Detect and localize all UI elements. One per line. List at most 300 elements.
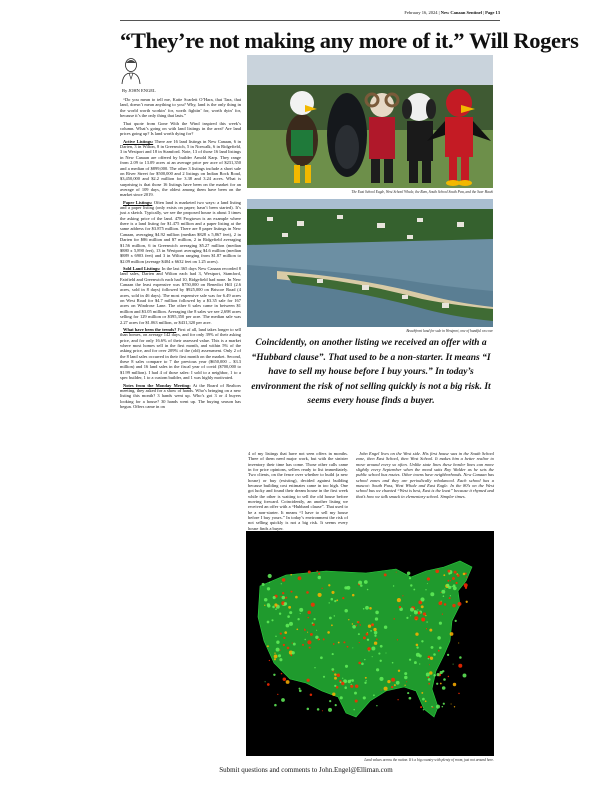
mascots-illustration xyxy=(247,55,493,188)
heat-dot xyxy=(397,639,398,640)
map-caption: Land values across the nation. It’s a big country with plenty of room, just not around here. xyxy=(364,758,494,762)
heat-dot xyxy=(306,679,309,682)
heat-dot xyxy=(282,596,285,599)
heat-dot xyxy=(428,658,430,660)
heat-dot xyxy=(376,705,377,706)
heat-dot xyxy=(394,684,396,686)
heat-dot xyxy=(446,584,449,587)
heat-dot xyxy=(384,573,387,576)
heat-dot xyxy=(464,583,468,587)
heat-dot xyxy=(425,700,427,702)
heat-dot xyxy=(404,685,405,686)
heat-dot xyxy=(323,676,325,678)
heat-dot xyxy=(453,683,456,686)
heat-dot xyxy=(402,595,403,596)
heat-dot xyxy=(410,615,411,616)
heat-dot xyxy=(458,664,462,668)
heat-dot xyxy=(278,654,281,657)
heat-dot xyxy=(313,618,315,620)
quote-paragraph: That quote from Gone With the Wind inspired this week’s column. What’s going on with land listings in the area? Are land prices going up? Is land worth dying for? xyxy=(120,120,241,137)
heat-dot xyxy=(443,703,445,705)
heat-dot xyxy=(426,673,430,677)
heat-dot xyxy=(439,646,442,649)
heat-dot xyxy=(375,617,378,620)
heat-dot xyxy=(352,623,353,624)
heat-dot xyxy=(416,646,418,648)
heat-dot xyxy=(277,694,278,695)
heat-dot xyxy=(281,698,285,702)
heat-dot xyxy=(423,709,424,710)
heat-dot xyxy=(420,706,422,708)
heat-dot xyxy=(450,580,451,581)
heat-dot xyxy=(450,632,454,636)
heat-dot xyxy=(376,668,379,671)
active-listings-paragraph xyxy=(120,139,241,198)
heat-dot xyxy=(309,647,311,649)
notes-lead: Notes from the Monday Meeting: xyxy=(123,382,191,388)
heat-dot xyxy=(466,601,468,603)
heat-dot xyxy=(298,576,302,580)
heat-dot xyxy=(354,692,357,695)
heat-dot xyxy=(334,673,336,675)
heat-dot xyxy=(442,686,446,690)
heat-dot xyxy=(451,704,452,705)
heat-dot xyxy=(334,685,336,687)
author-bio-text: John Engel lives on the West side. His first house was in the South School zone, then East School, then West School. It makes him a better realtor to move around every so often. Unlike state lines these border lines can move slightly every September when the mood suits Roy Walder as he sets the public school bus routes. Other towns have neighborhoods. New Canaan has school zones and they are periodically rebalanced. Each school has a mascot: South Puss, West Whale and East Eagle. In the 80’s on the West school bus we chanted “West is best, East is the least” because it rhymed and that’s how we talk smack in elementary school. Simpler times. xyxy=(356,451,494,499)
heat-dot xyxy=(341,682,344,685)
heat-dot xyxy=(454,706,455,707)
heat-dot xyxy=(297,618,299,620)
heat-dot xyxy=(331,668,334,671)
heat-dot xyxy=(274,653,275,654)
sold-listings-text: In the last 365 days New Canaan recorded 8 land sales, Darien and Wilton each had 3, Westport, Stamford, Fairfield and Greenwich each had 10, Ridgefield had none. In New Canaan the least expensive was $750,000 on Benedict Hill (2.6 acres, sold in 8 days) followed by $925,000 on Briscoe Road (4 acres, sold in 46 days). The most expensive sale was for 6.49 acres on West Road for $4.7 million followed by a $3.35 sale for 167 acres on Windrose Lane. The other 6 sales came in between $1 million and $3.05 million. Averaging the 8 sales we see 2,698 acres selling for 129 million or $395,350 per acre. The median sale was 2.27 acres for $1.063 million, or $431,320 per acre. xyxy=(120,266,242,325)
heat-dot xyxy=(442,613,443,614)
heat-dot xyxy=(314,667,315,668)
heat-dot xyxy=(359,642,360,643)
heat-dot xyxy=(443,678,446,681)
heat-dot xyxy=(268,574,272,578)
author-bio-column xyxy=(356,451,494,527)
heat-dot xyxy=(421,605,424,608)
heat-dot xyxy=(332,693,335,696)
heat-dot xyxy=(358,581,362,585)
heat-dot xyxy=(448,676,449,677)
heat-dot xyxy=(453,584,456,587)
heat-dot xyxy=(318,573,320,575)
heat-dot xyxy=(281,583,282,584)
heat-dot xyxy=(274,603,277,606)
heat-dot xyxy=(371,647,375,651)
heat-dot xyxy=(344,686,347,689)
heat-dot xyxy=(425,589,426,590)
heat-dot xyxy=(421,692,423,694)
heat-dot xyxy=(307,611,311,615)
heat-dot xyxy=(267,604,270,607)
sold-listings-lead: Sold Land Listings: xyxy=(123,266,161,272)
heat-dot xyxy=(428,678,431,681)
aerial-beach-photo xyxy=(247,199,493,327)
heat-dot xyxy=(352,594,355,597)
heat-dot xyxy=(406,681,407,682)
heat-dot xyxy=(459,656,462,659)
heat-dot xyxy=(409,659,411,661)
heat-dot xyxy=(453,586,457,590)
heat-dot xyxy=(455,582,457,584)
heat-dot xyxy=(458,693,460,695)
heat-dot xyxy=(340,696,343,699)
heat-dot xyxy=(450,595,451,596)
heat-dot xyxy=(302,644,304,646)
heat-dot xyxy=(376,638,378,640)
header-date: February 16, 2024 xyxy=(404,10,438,15)
heat-dot xyxy=(417,609,418,610)
heat-dot xyxy=(393,618,395,620)
heat-dot xyxy=(380,660,382,662)
heat-dot xyxy=(361,663,364,666)
heat-dot xyxy=(440,592,441,593)
heat-dot xyxy=(392,662,394,664)
heat-dot xyxy=(285,597,287,599)
heat-dot xyxy=(357,621,359,623)
notes-paragraph xyxy=(120,383,241,410)
heat-dot xyxy=(466,576,467,577)
heat-dot xyxy=(427,583,428,584)
heat-dot xyxy=(374,641,377,644)
aerial-illustration xyxy=(247,199,493,327)
heat-dot xyxy=(283,637,285,639)
heat-dot xyxy=(447,654,449,656)
submit-footer: Submit questions and comments to John.Engel@Elliman.com xyxy=(219,766,393,774)
pull-quote: Coincidently, on another listing we received an offer with a “Hubbard clause”. That used to be a non-starter. It means “I have to sell my house before I buy yours.” In today’s environment the risk of not selling quickly is not a big risk. It seems every house finds a buyer. xyxy=(251,338,491,406)
heat-dot xyxy=(333,643,335,645)
heat-dot xyxy=(321,588,322,589)
heat-dot xyxy=(289,622,293,626)
heat-dot xyxy=(284,631,287,634)
heat-dot xyxy=(452,604,455,607)
heat-dot xyxy=(331,591,334,594)
heat-dot xyxy=(426,621,428,623)
heat-dot xyxy=(416,644,419,647)
heat-dot xyxy=(280,596,281,597)
heat-dot xyxy=(318,576,321,579)
heat-dot xyxy=(427,577,430,580)
heat-dot xyxy=(367,647,371,651)
heat-dot xyxy=(318,593,322,597)
heat-dot xyxy=(348,619,349,620)
heat-dot xyxy=(369,607,372,610)
heat-dot xyxy=(465,587,467,589)
heat-dot xyxy=(447,570,450,573)
heat-dot xyxy=(269,582,270,583)
heat-dot xyxy=(311,603,315,607)
heat-dot xyxy=(399,606,401,608)
heat-dot xyxy=(435,569,439,573)
heat-dot xyxy=(384,687,388,691)
heat-dot xyxy=(407,572,411,576)
heat-dot xyxy=(407,692,409,694)
heat-dot xyxy=(316,630,317,631)
heat-dot xyxy=(379,677,383,681)
heat-dot xyxy=(280,632,282,634)
heat-dot xyxy=(429,664,430,665)
heat-dot xyxy=(352,625,356,629)
heat-dot xyxy=(329,602,330,603)
heat-dot xyxy=(344,586,347,589)
heat-dot xyxy=(267,683,270,686)
heat-dot xyxy=(387,680,390,683)
heat-dot xyxy=(267,645,269,647)
heat-dot xyxy=(443,574,445,576)
heat-dot xyxy=(437,636,441,640)
heat-dot xyxy=(368,625,371,628)
heat-dot xyxy=(442,706,444,708)
heat-dot xyxy=(310,694,313,697)
heat-dot xyxy=(438,650,440,652)
heat-dot xyxy=(416,619,417,620)
heat-dot xyxy=(353,709,355,711)
heat-dot xyxy=(262,583,265,586)
heat-dot xyxy=(272,606,275,609)
heat-dot xyxy=(364,659,365,660)
paper-listings-lead: Paper Listings: xyxy=(123,199,153,205)
heat-dot xyxy=(317,708,320,711)
heat-dot xyxy=(304,639,305,640)
heat-dot xyxy=(269,660,270,661)
heat-dot xyxy=(355,699,358,702)
heat-dot xyxy=(420,597,424,601)
heat-dot xyxy=(275,608,277,610)
heat-dot xyxy=(419,663,420,664)
heat-dot xyxy=(396,681,400,685)
heat-dot xyxy=(397,598,401,602)
heat-dot xyxy=(355,685,358,688)
heat-dot xyxy=(422,698,425,701)
paper-listings-text: Often land is marketed two ways: a land listing and a paper listing (only exists on paper; hasn’t been started). It’s just a sketch. Typically, we see the proposed house is about 3 times the asking price of the land. 478 Frogtown is an example where there is a land listing for $1.475 million and a paper listing at the same address for $3.875 million. There are 8 paper listings in New Canaan, averaging $4.92 million (median $828 x 5,867 feet), 2 in Darien for $86 million and $7 million, 2 in Ridgefield averaging $1.56 million, 6 in Greenwich averaging $5.27 million (median $880 x 5,890 feet), 13 in Westport averaging $4.6 million (median $889 x 6903 feet) and 3 in Wilton ranging from $1.87 million to $2.09 million (average $404 x 6632 feet on 1.25 acres). xyxy=(120,199,241,264)
heat-dot xyxy=(398,670,400,672)
heat-dot xyxy=(312,622,314,624)
heat-dot xyxy=(363,636,366,639)
heat-dot xyxy=(267,587,270,590)
heat-dot xyxy=(364,682,366,684)
heat-dot xyxy=(308,570,311,573)
heat-dot xyxy=(406,617,408,619)
heat-dot xyxy=(273,674,275,676)
heat-dot xyxy=(276,648,280,652)
heat-dot xyxy=(367,639,369,641)
heat-dot xyxy=(288,606,291,609)
heat-dot xyxy=(363,696,366,699)
heat-dot xyxy=(443,595,445,597)
heat-dot xyxy=(428,683,430,685)
heat-dot xyxy=(279,613,281,615)
heat-dot xyxy=(310,633,313,636)
heat-dot xyxy=(410,584,412,586)
heat-dot xyxy=(433,674,436,677)
heat-dot xyxy=(431,646,434,649)
heat-dot xyxy=(323,638,325,640)
heat-dot xyxy=(274,704,277,707)
author-portrait-icon xyxy=(120,56,142,84)
heat-dot xyxy=(331,624,333,626)
heat-dot xyxy=(275,635,277,637)
intro-quote: “Do you mean to tell me, Katie Scarlett O’Hara, that Tara, that land, doesn’t mean anything to you? Why, land is the only thing in the world worth workin’ for, worth fightin’ for, worth dyin’ for, because it’s the only thing that lasts.” xyxy=(120,97,241,119)
heat-dot xyxy=(365,606,369,610)
trends-text: First of all, land takes longer to sell than homes, on average 142 days, and for only 39% of their asking price, and for only 16.6% of their assessed value. This is a market where most homes sell in the first month, and within 5% of the asking price, and for over 209% of the (old) assessment. Only 2 of the 8 land sales occurred in their first month on the market. Second, these 8 sales compare to 7 the previous year ($650,000 – $3.3 million) and 16 land sales in the fiscal year of covid ($700,000 to $1.99 million). I had 4 of those sales: I sold to a neighbor, 1 to a spec builder, 1 to a custom builder, and 1 was highly motivated. xyxy=(120,327,241,381)
heat-dot xyxy=(439,622,442,625)
active-listings-lead: Active Listings: xyxy=(123,138,154,144)
land-values-map xyxy=(246,531,494,756)
heat-dot xyxy=(274,655,278,659)
sold-listings-paragraph xyxy=(120,266,241,325)
heat-dot xyxy=(374,631,377,634)
notes-text: At the Board of Realtors meeting, they asked for a show of hands. Who’s bringing on a new listing this month? 3 hands went up. Who’s got 3 or 4 buyers looking for a house? 30 hands went up. The buying season has begun. Offers came in on xyxy=(120,382,241,410)
heat-dot xyxy=(358,662,361,665)
heat-dot xyxy=(316,570,318,572)
heat-dot xyxy=(366,680,367,681)
heat-dot xyxy=(350,680,352,682)
heat-dot xyxy=(283,678,286,681)
heat-dot xyxy=(419,654,422,657)
heat-dot xyxy=(409,577,411,579)
heat-dot xyxy=(425,615,426,616)
active-listings-text: There are 16 land listings in New Canaan, 6 in Darien, 3 in Wilton, 8 in Greenwich, 5 in Norwalk, 6 in Ridgefield, 3 in Westport and 18 in Stamford. Note, 13 of those 16 land listings in New Canaan are offered by builder Arnold Karp. They range from 2.09 to 13.09 acres at an average price per acre of $231,350 and a median of $899,000. The other 3 listings include a short sale on River Street for $500,000 and 2 listings on Indian Rock Road, $3,450,000 and $2.2 million for 3.38 and 3.24 acres. What is surprising is that those 16 listings have been on the market for an average of 109 days, the oldest among them have been on the market since 2019. xyxy=(120,138,241,198)
header-page: Page 13 xyxy=(485,10,500,15)
heat-dot xyxy=(444,603,447,606)
heat-dot xyxy=(327,631,330,634)
heat-dot xyxy=(292,643,293,644)
heat-dot xyxy=(334,677,337,680)
heat-dot xyxy=(345,665,348,668)
column2-text: 4 of my listings that have not seen offers in months. Three of them need major work, but with the sinister inventory their time has come. Those other calls came in for price opinions, sellers ready to list immediately. Two clients, on the fence over whether to build (a new house) or buy (existing), decided against building because building cost estimates came in too high. One got lucky and found their dream house in the first week while the other is waiting to sell the old house before moving forward. Coincidently, an another listing we received an offer with a “Hubbard clause”. That used to be a non-starter. It means “I have to sell my house before I buy yours.” In today’s environment the risk of not selling quickly is not a big risk. It seems every house finds a buyer. xyxy=(248,451,348,531)
heat-dot xyxy=(264,598,268,602)
heat-dot xyxy=(328,708,332,712)
heat-dot xyxy=(436,683,438,685)
heat-dot xyxy=(273,596,276,599)
heat-dot xyxy=(292,651,295,654)
heat-dot xyxy=(385,652,386,653)
paper-listings-paragraph xyxy=(120,200,241,264)
heat-dot xyxy=(276,641,279,644)
heat-dot xyxy=(381,689,382,690)
heat-dot xyxy=(370,630,372,632)
heat-dot xyxy=(393,585,394,586)
heat-dot xyxy=(440,683,442,685)
heat-dot xyxy=(409,697,412,700)
heat-dot xyxy=(336,599,338,601)
heat-dot xyxy=(427,676,429,678)
heat-dot xyxy=(360,624,361,625)
heat-dot xyxy=(429,629,432,632)
heat-dot xyxy=(274,658,276,660)
heat-dot xyxy=(364,580,368,584)
heat-dot xyxy=(404,672,407,675)
article-column-1 xyxy=(120,97,241,523)
heat-dot xyxy=(322,710,323,711)
heat-dot xyxy=(441,590,445,594)
heat-dot xyxy=(452,586,453,587)
heat-dot xyxy=(267,621,270,624)
heat-dot xyxy=(367,589,369,591)
heat-dot xyxy=(342,597,344,599)
heat-dot xyxy=(271,619,273,621)
heat-dot xyxy=(374,635,376,637)
heat-dot xyxy=(463,674,467,678)
heat-dot xyxy=(279,658,282,661)
heat-dot xyxy=(347,646,349,648)
heat-dot xyxy=(397,699,398,700)
heat-dot xyxy=(338,642,340,644)
heat-dot xyxy=(372,656,373,657)
heat-dot xyxy=(304,628,305,629)
heat-dot xyxy=(356,625,357,626)
heat-dot xyxy=(334,600,336,602)
heat-dot xyxy=(290,591,292,593)
heat-dot xyxy=(373,694,375,696)
heat-dot xyxy=(414,610,418,614)
heat-dot xyxy=(415,633,418,636)
heat-dot xyxy=(284,602,287,605)
heat-dot xyxy=(265,681,266,682)
heat-dot xyxy=(293,643,296,646)
heat-dot xyxy=(414,661,417,664)
heat-dot xyxy=(391,686,393,688)
heat-dot xyxy=(290,655,292,657)
heat-dot xyxy=(373,628,376,631)
heat-dot xyxy=(413,589,415,591)
heat-dot xyxy=(300,613,301,614)
heat-dot xyxy=(391,678,395,682)
heat-dot xyxy=(421,617,425,621)
page-header: February 16, 2024 | New Canaan Sentinel | Page 13 xyxy=(120,8,500,21)
byline: By JOHN ENGEL xyxy=(122,88,156,93)
heat-dot xyxy=(396,572,397,573)
heat-dot xyxy=(286,680,290,684)
heat-dot xyxy=(287,615,290,618)
heat-dot xyxy=(332,653,334,655)
heat-dot xyxy=(307,632,308,633)
headline: “They’re not making any more of it.” Will Rogers xyxy=(120,28,579,53)
heat-dot xyxy=(282,578,286,582)
heat-dot xyxy=(447,580,449,582)
heat-dot xyxy=(296,628,298,630)
heat-dot xyxy=(433,653,436,656)
heat-dot xyxy=(404,676,407,679)
heat-dot xyxy=(358,633,360,635)
heat-dot xyxy=(333,671,334,672)
heat-dot xyxy=(350,685,353,688)
heat-dot xyxy=(453,664,454,665)
header-publication: New Canaan Sentinel xyxy=(440,10,482,15)
heat-dot xyxy=(344,609,348,613)
heat-dot xyxy=(320,656,323,659)
heat-dot xyxy=(331,598,334,601)
heat-dot xyxy=(328,584,330,586)
heat-dot xyxy=(366,633,369,636)
article-column-2 xyxy=(248,451,348,531)
heat-dot xyxy=(350,684,351,685)
heat-dot xyxy=(363,608,365,610)
heat-dot xyxy=(342,678,343,679)
heat-dot xyxy=(436,705,440,709)
heat-dot xyxy=(351,679,354,682)
heat-dot xyxy=(335,704,337,706)
heat-dot xyxy=(375,611,379,615)
heat-dot xyxy=(289,611,292,614)
heat-dot xyxy=(421,640,423,642)
heat-dot xyxy=(337,674,341,678)
heat-dot xyxy=(299,608,303,612)
heat-dot xyxy=(352,647,353,648)
